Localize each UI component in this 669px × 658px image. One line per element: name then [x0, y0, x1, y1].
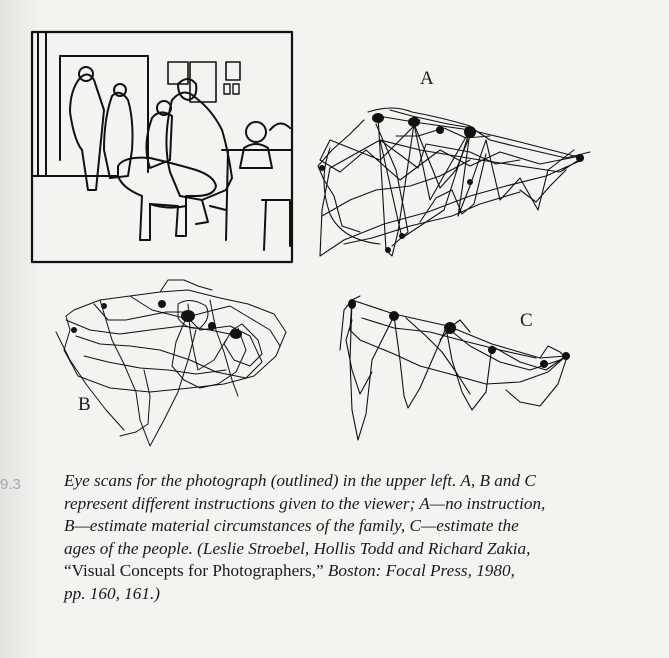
photograph-outline-drawing: [32, 32, 292, 262]
eye-scan-a: [318, 108, 590, 256]
caption-line-4: ages of the people. (Leslie Stroebel, Hollis Todd and Richard Zakia,: [64, 538, 531, 558]
caption-book-title: “Visual Concepts for Photographers,”: [64, 561, 324, 580]
caption-line-6: pp. 160, 161.): [64, 583, 160, 603]
label-c: C: [520, 310, 533, 331]
caption-publisher: Boston: Focal Press, 1980,: [323, 561, 515, 580]
figure-caption: [64, 470, 654, 605]
label-b: B: [78, 394, 91, 415]
figure-number: 9.3: [0, 476, 21, 493]
eye-scan-b-fixations: [71, 300, 242, 339]
caption-line-2: represent different instructions given to the viewer; A—no instruction,: [64, 493, 546, 513]
label-a: A: [420, 68, 434, 89]
caption-line-5: [64, 560, 654, 583]
caption-line-3: B—estimate material circumstances of the family, C—estimate the: [64, 516, 519, 535]
eye-scan-b: [56, 280, 286, 446]
caption-line-1: Eye scans for the photograph (outlined) in the upper left. A, B and C: [64, 471, 536, 490]
